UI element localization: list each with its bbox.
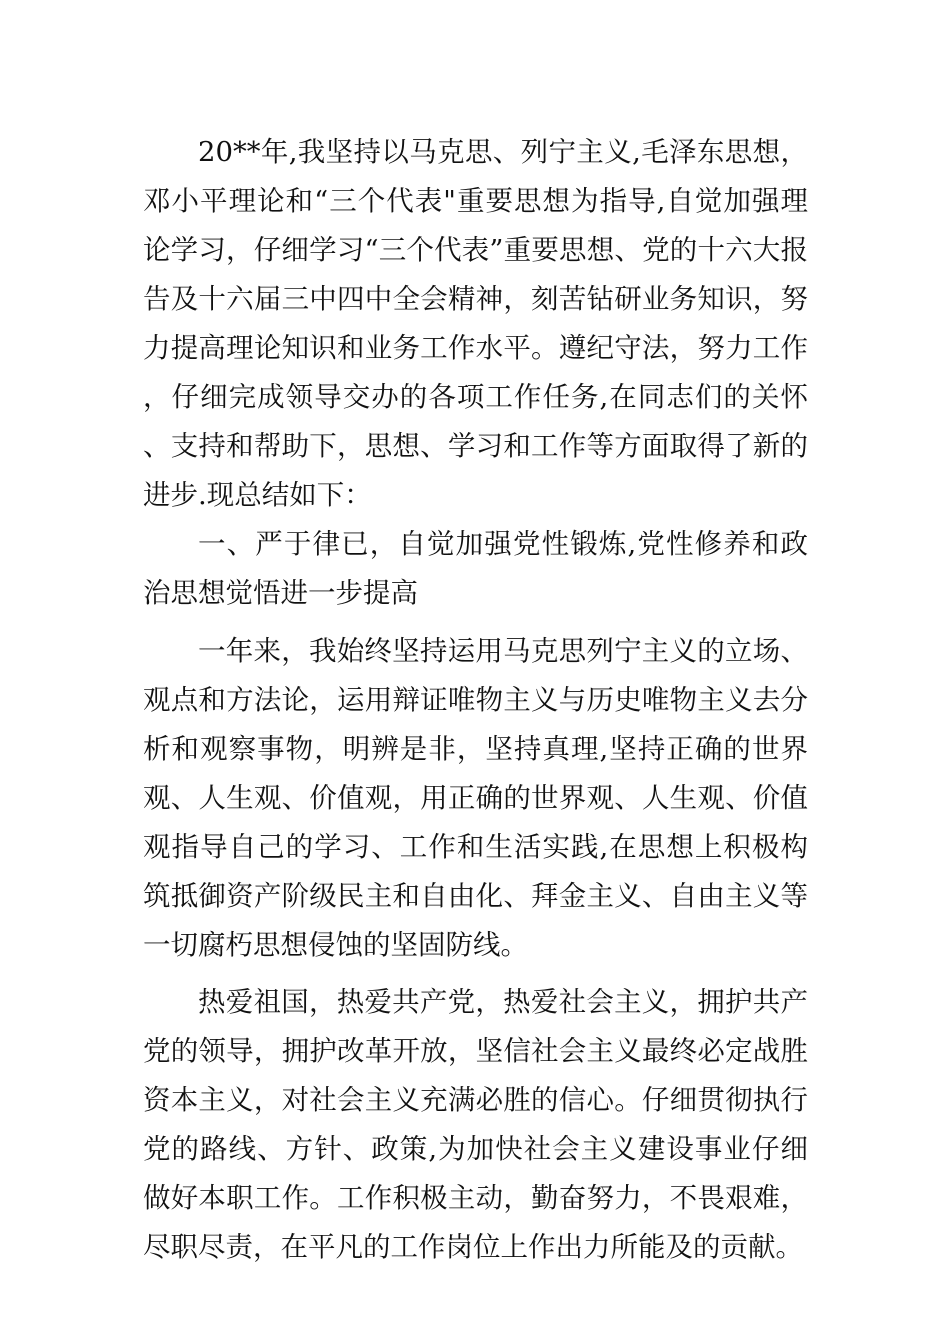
paragraph-patriotism: 热爱祖国，热爱共产党，热爱社会主义，拥护共产党的领导，拥护改革开放，坚信社会主义最终必定战胜资本主义，对社会主义充满必胜的信心。仔细贯彻执行党的路线、方针、政策,为加快社会主义建设事业仔细做好本职工作。工作积极主动，勤奋努力，不畏艰难，尽职尽责，在平凡的工作岗位上作出力所能及的贡献。 <box>143 986 808 1263</box>
section-heading-1: 一、严于律已，自觉加强党性锻炼,党性修养和政治思想觉悟进一步提高 <box>143 528 808 609</box>
paragraph-summary-intro: 20**年,我坚持以马克思、列宁主义,毛泽东思想，邓小平理论和“三个代表"重要思想为指导,自觉加强理论学习，仔细学习“三个代表”重要思想、党的十六大报告及十六届三中四中全会精神，刻苦钻研业务知识，努力提高理论知识和业务工作水平。遵纪守法，努力工作，仔细完成领导交办的各项工作任务,在同志们的关怀、支持和帮助下，思想、学习和工作等方面取得了新的进步.现总结如下： <box>143 136 808 511</box>
document-body <box>143 128 808 1272</box>
paragraph-political-thought: 一年来，我始终坚持运用马克思列宁主义的立场、观点和方法论，运用辩证唯物主义与历史唯物主义去分析和观察事物，明辨是非，坚持真理,坚持正确的世界观、人生观、价值观，用正确的世界观、人生观、价值观指导自己的学习、工作和生活实践,在思想上积极构筑抵御资产阶级民主和自由化、拜金主义、自由主义等一切腐朽思想侵蚀的坚固防线。 <box>143 635 808 961</box>
